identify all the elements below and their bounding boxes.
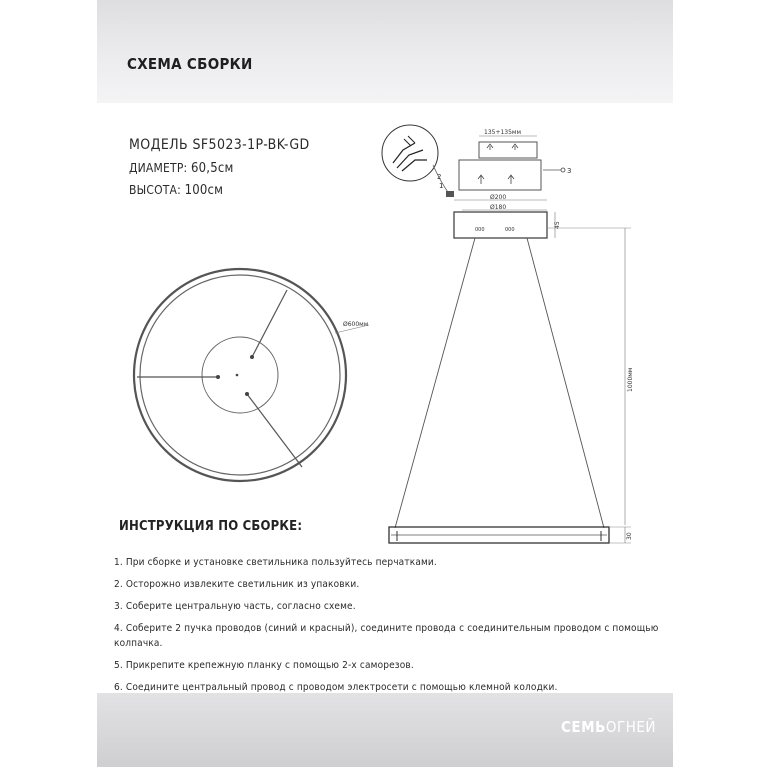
callout-2: 2 bbox=[437, 173, 442, 181]
screw-icon bbox=[561, 168, 565, 172]
diameter-value: 60,5см bbox=[191, 161, 234, 176]
canopy-label: 000 bbox=[475, 227, 485, 233]
suspension-wire bbox=[247, 394, 302, 467]
terminal-block-icon bbox=[446, 191, 454, 197]
instruction-step: 5. Прикрепите крепежную планку с помощью 2-х саморезов. bbox=[114, 660, 414, 671]
suspension-length-dimension: 1000мм bbox=[627, 367, 634, 392]
height-value: 100см bbox=[184, 183, 224, 198]
canopy-outer-diameter: Ø200 bbox=[490, 194, 507, 201]
center-point bbox=[236, 374, 239, 377]
canopy bbox=[454, 212, 547, 238]
brand-logo-bold: СЕМЬ bbox=[561, 718, 606, 736]
footer-band bbox=[97, 693, 673, 767]
instruction-steps bbox=[114, 555, 659, 695]
suspension-cable bbox=[527, 238, 604, 528]
mounting-bar bbox=[479, 142, 537, 158]
instruction-step: 4. Соберите 2 пучка проводов (синий и красный), соедините провода с соединительным проводом с помощью колпачка. bbox=[114, 623, 659, 649]
callout-3: 3 bbox=[567, 167, 572, 175]
side-view bbox=[389, 129, 634, 543]
brand-logo-light: ОГНЕЙ bbox=[605, 718, 656, 736]
instructions-heading: ИНСТРУКЦИЯ ПО СБОРКЕ: bbox=[119, 519, 303, 534]
screw-arrow-icon bbox=[487, 144, 518, 150]
instruction-step: 3. Соберите центральную часть, согласно схеме. bbox=[114, 601, 356, 612]
canopy-label: 000 bbox=[505, 227, 515, 233]
canopy-width-dimension: 135+135мм bbox=[484, 129, 521, 136]
canopy-circle bbox=[202, 337, 278, 413]
diameter-label: ДИАМЕТР: bbox=[129, 161, 188, 175]
callout-1: 1 bbox=[439, 182, 444, 190]
mount-point bbox=[245, 392, 249, 396]
mount-point bbox=[250, 355, 254, 359]
canopy-height-dimension: 45 bbox=[554, 221, 561, 229]
instruction-step: 2. Осторожно извлеките светильник из упаковки. bbox=[114, 579, 360, 590]
instruction-step: 6. Соедините центральный провод с проводом электросети с помощью клемной колодки. bbox=[114, 682, 558, 693]
technical-drawing bbox=[97, 0, 673, 560]
outer-ring bbox=[134, 269, 346, 481]
diameter-dimension: Ø600мм bbox=[343, 321, 369, 328]
detail-circle bbox=[382, 125, 438, 181]
instruction-sheet bbox=[97, 0, 673, 767]
model-name: МОДЕЛЬ SF5023-1P-BK-GD bbox=[129, 137, 310, 153]
screw-arrow-icon bbox=[478, 175, 514, 184]
inner-ring-edge bbox=[140, 275, 340, 475]
ring-height-dimension: 30 bbox=[626, 532, 633, 540]
height-label: ВЫСОТА: bbox=[129, 183, 181, 197]
ceiling-plate bbox=[459, 160, 541, 190]
mount-point bbox=[216, 375, 220, 379]
brand-logo bbox=[561, 718, 656, 736]
instruction-step: 1. При сборке и установке светильника пользуйтесь перчатками. bbox=[114, 557, 437, 568]
suspension-wire bbox=[252, 290, 287, 357]
page-title: СХЕМА СБОРКИ bbox=[127, 55, 253, 73]
top-view bbox=[134, 269, 369, 481]
suspension-cable bbox=[395, 238, 475, 528]
canopy-inner-diameter: Ø180 bbox=[490, 204, 507, 211]
